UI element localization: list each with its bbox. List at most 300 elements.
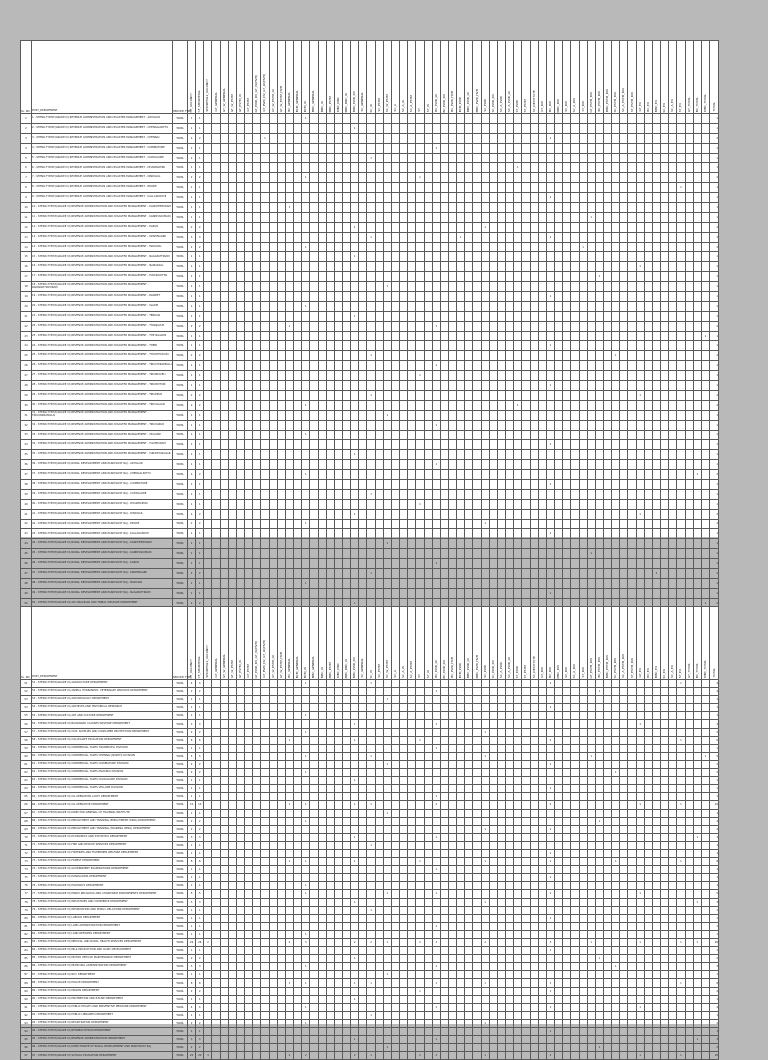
category-value-cell <box>236 410 244 420</box>
category-value-cell <box>571 539 579 549</box>
category-value-cell <box>522 568 530 578</box>
category-value-cell <box>245 499 253 509</box>
category-value-cell <box>253 712 261 720</box>
category-value-cell <box>318 688 326 696</box>
category-value-cell <box>555 744 563 752</box>
category-value-cell <box>644 578 652 588</box>
category-value-cell <box>261 252 269 262</box>
category-value-cell <box>603 410 611 420</box>
service-type-header: SERVICE TYPE <box>173 41 188 114</box>
category-value-cell <box>555 173 563 183</box>
category-value-cell <box>628 390 636 400</box>
category-value-cell <box>677 519 685 529</box>
category-value-cell <box>261 262 269 272</box>
category-value-cell <box>661 212 669 222</box>
table-row <box>21 114 719 124</box>
category-value-cell <box>603 361 611 371</box>
category-value-cell <box>514 499 522 509</box>
category-value-cell <box>514 752 522 760</box>
category-value-cell <box>400 752 408 760</box>
sl-no-cell: 13 <box>21 232 32 242</box>
category-value-cell <box>481 736 489 744</box>
category-value-cell <box>440 381 448 391</box>
category-value-cell <box>228 440 236 450</box>
category-column-header <box>342 607 350 680</box>
category-value-cell <box>416 400 424 410</box>
category-value-cell <box>612 752 620 760</box>
category-value-cell <box>220 292 228 302</box>
category-value-cell <box>563 292 571 302</box>
category-value-cell <box>245 222 253 232</box>
category-value-cell <box>522 173 530 183</box>
category-value-cell <box>661 262 669 272</box>
category-value-cell <box>661 272 669 282</box>
category-value-cell <box>612 183 620 193</box>
category-value-cell <box>497 410 505 420</box>
category-value-cell <box>677 809 685 817</box>
category-value-cell <box>457 728 465 736</box>
category-value-cell <box>506 809 514 817</box>
category-value-cell <box>449 720 457 728</box>
category-value-cell <box>701 688 709 696</box>
category-value-cell <box>212 183 220 193</box>
category-value-cell <box>473 450 481 460</box>
category-value-cell <box>424 825 432 833</box>
category-value-cell <box>228 292 236 302</box>
category-code-label: GT_PSTM <box>246 98 251 112</box>
category-value-cell <box>277 736 285 744</box>
category-value-cell <box>612 450 620 460</box>
category-value-cell <box>432 282 440 292</box>
category-value-cell <box>302 760 310 768</box>
category-value-cell <box>449 272 457 282</box>
category-value-cell <box>677 381 685 391</box>
category-value-cell <box>285 123 293 133</box>
category-value-cell <box>228 252 236 262</box>
category-value-cell <box>318 361 326 371</box>
category-value-cell <box>212 578 220 588</box>
category-value-cell <box>555 728 563 736</box>
category-value-cell <box>228 809 236 817</box>
category-value-cell <box>473 688 481 696</box>
category-value-cell <box>497 728 505 736</box>
category-value-cell <box>449 529 457 539</box>
category-value-cell <box>302 410 310 420</box>
category-column-header <box>432 607 440 680</box>
category-value-cell <box>685 460 693 470</box>
category-value-cell <box>424 371 432 381</box>
category-value-cell: 1 <box>546 133 554 143</box>
category-value-cell: 2 <box>196 568 204 578</box>
category-value-cell <box>269 381 277 391</box>
category-value-cell <box>685 539 693 549</box>
category-column-header <box>204 41 212 114</box>
category-value-cell <box>612 440 620 450</box>
category-value-cell <box>701 777 709 785</box>
category-value-cell <box>424 163 432 173</box>
category-value-cell <box>334 341 342 351</box>
category-value-cell <box>285 760 293 768</box>
category-value-cell <box>538 752 546 760</box>
category-value-cell <box>644 193 652 203</box>
category-value-cell <box>571 114 579 124</box>
category-value-cell <box>636 371 644 381</box>
category-value-cell <box>571 479 579 489</box>
category-value-cell <box>253 817 261 825</box>
category-value-cell <box>481 793 489 801</box>
category-value-cell <box>400 578 408 588</box>
category-value-cell <box>579 193 587 203</box>
category-value-cell <box>546 499 554 509</box>
category-value-cell <box>457 400 465 410</box>
category-value-cell <box>408 752 416 760</box>
category-value-cell <box>506 381 514 391</box>
post-department-cell: 22 - STENO-TYPIST(GRADE III) REVENUE ADMINISTRATION AND DISASTER MANAGEMENT - THANJAVUR <box>32 321 173 331</box>
total-cell: 1 <box>710 440 719 450</box>
category-value-cell <box>538 390 546 400</box>
category-value-cell <box>310 123 318 133</box>
category-value-cell <box>326 489 334 499</box>
category-value-cell <box>212 479 220 489</box>
category-value-cell <box>514 817 522 825</box>
category-value-cell <box>628 777 636 785</box>
category-value-cell <box>285 430 293 440</box>
category-value-cell <box>269 720 277 728</box>
total-cell: 2 <box>710 222 719 232</box>
category-code-label: BC_PWD_LV <box>433 94 438 112</box>
category-value-cell <box>236 578 244 588</box>
category-value-cell <box>587 242 595 252</box>
category-value-cell <box>612 744 620 752</box>
category-value-cell <box>579 499 587 509</box>
category-value-cell <box>579 341 587 351</box>
category-value-cell <box>302 351 310 361</box>
category-value-cell <box>212 752 220 760</box>
category-value-cell <box>367 282 375 292</box>
category-value-cell <box>334 292 342 302</box>
category-column-header <box>408 41 416 114</box>
post-department-cell: 12 - STENO-TYPIST(GRADE III) REVENUE ADMINISTRATION AND DISASTER MANAGEMENT - KARUR <box>32 222 173 232</box>
category-value-cell <box>253 809 261 817</box>
category-value-cell <box>538 203 546 213</box>
category-value-cell <box>367 410 375 420</box>
category-column-header <box>196 607 204 680</box>
category-value-cell: 1 <box>188 311 196 321</box>
category-value-cell <box>579 331 587 341</box>
service-type-cell: TAMIL <box>173 736 188 744</box>
category-value-cell <box>334 282 342 292</box>
table-row <box>21 539 719 549</box>
category-value-cell <box>285 817 293 825</box>
category-value-cell <box>269 203 277 213</box>
category-value-cell <box>391 193 399 203</box>
category-code-label: GT_PWD_DV_GT_W(HVH) <box>254 74 259 112</box>
category-value-cell <box>652 390 660 400</box>
category-value-cell <box>489 430 497 440</box>
category-value-cell <box>465 578 473 588</box>
category-value-cell <box>636 809 644 817</box>
category-value-cell: 1 <box>196 529 204 539</box>
category-value-cell <box>457 720 465 728</box>
category-value-cell <box>245 539 253 549</box>
category-value-cell <box>628 680 636 688</box>
category-value-cell <box>514 809 522 817</box>
category-value-cell <box>342 559 350 569</box>
category-value-cell <box>400 133 408 143</box>
category-value-cell <box>220 728 228 736</box>
category-value-cell <box>465 331 473 341</box>
category-value-cell <box>318 801 326 809</box>
category-value-cell <box>204 549 212 559</box>
category-value-cell <box>677 123 685 133</box>
category-value-cell <box>408 489 416 499</box>
category-value-cell <box>579 311 587 321</box>
post-department-cell: 27 - STENO-TYPIST(GRADE III) REVENUE ADMINISTRATION AND DISASTER MANAGEMENT - TIRUNELVELI <box>32 371 173 381</box>
category-value-cell <box>228 688 236 696</box>
category-value-cell <box>620 744 628 752</box>
category-value-cell <box>652 559 660 569</box>
category-value-cell <box>595 559 603 569</box>
category-value-cell <box>514 193 522 203</box>
category-value-cell <box>326 728 334 736</box>
category-value-cell <box>497 123 505 133</box>
category-value-cell <box>277 173 285 183</box>
category-value-cell <box>277 361 285 371</box>
category-value-cell <box>693 549 701 559</box>
category-value-cell <box>457 262 465 272</box>
category-value-cell <box>375 777 383 785</box>
post-department-cell: 62 - STENO-TYPIST(GRADE III) COMMERCIAL TAXES MADURAI DIVISION <box>32 769 173 777</box>
category-value-cell <box>294 450 302 460</box>
category-value-cell <box>457 361 465 371</box>
category-value-cell <box>261 173 269 183</box>
category-value-cell <box>310 559 318 569</box>
category-value-cell <box>677 163 685 173</box>
category-value-cell <box>481 470 489 480</box>
category-value-cell <box>359 680 367 688</box>
category-value-cell <box>636 252 644 262</box>
total-cell: 2 <box>710 598 719 608</box>
category-value-cell <box>269 688 277 696</box>
category-value-cell <box>481 420 489 430</box>
category-value-cell: 1 <box>188 163 196 173</box>
category-value-cell <box>269 400 277 410</box>
category-value-cell <box>212 331 220 341</box>
total-column-header <box>710 41 719 114</box>
category-value-cell <box>571 252 579 262</box>
category-code-label: CF_SHORTFALL <box>197 89 202 112</box>
category-value-cell <box>359 499 367 509</box>
category-value-cell <box>685 420 693 430</box>
category-value-cell <box>212 704 220 712</box>
category-value-cell <box>595 371 603 381</box>
category-value-cell <box>514 232 522 242</box>
category-value-cell <box>465 470 473 480</box>
category-value-cell <box>506 203 514 213</box>
category-value-cell <box>603 114 611 124</box>
category-value-cell <box>334 559 342 569</box>
category-value-cell <box>310 688 318 696</box>
category-value-cell <box>669 123 677 133</box>
category-value-cell <box>669 760 677 768</box>
category-value-cell <box>253 499 261 509</box>
category-column-header <box>351 41 359 114</box>
category-value-cell: 1 <box>188 153 196 163</box>
category-value-cell <box>432 489 440 499</box>
category-value-cell <box>253 183 261 193</box>
category-value-cell <box>563 801 571 809</box>
category-column-header <box>636 41 644 114</box>
category-value-cell <box>400 232 408 242</box>
category-value-cell <box>538 450 546 460</box>
category-value-cell <box>204 272 212 282</box>
category-value-cell <box>440 801 448 809</box>
category-value-cell: 1 <box>302 680 310 688</box>
category-value-cell <box>400 321 408 331</box>
category-value-cell <box>449 153 457 163</box>
category-value-cell <box>457 529 465 539</box>
table-row <box>21 341 719 351</box>
category-value-cell <box>530 744 538 752</box>
category-value-cell: 2 <box>196 825 204 833</box>
category-value-cell <box>432 549 440 559</box>
category-value-cell <box>236 728 244 736</box>
category-value-cell <box>669 793 677 801</box>
category-column-header <box>506 41 514 114</box>
category-value-cell <box>701 133 709 143</box>
category-value-cell <box>391 262 399 272</box>
category-value-cell <box>326 242 334 252</box>
category-value-cell <box>228 519 236 529</box>
category-value-cell <box>644 696 652 704</box>
category-value-cell <box>555 390 563 400</box>
total-cell: 2 <box>710 769 719 777</box>
category-code-label: SC_W_PSTM <box>384 659 389 678</box>
category-value-cell <box>489 153 497 163</box>
category-column-header <box>359 607 367 680</box>
category-value-cell <box>481 704 489 712</box>
category-value-cell <box>220 321 228 331</box>
category-value-cell <box>285 696 293 704</box>
category-value-cell <box>514 539 522 549</box>
category-value-cell <box>677 292 685 302</box>
category-value-cell <box>701 242 709 252</box>
category-value-cell <box>294 410 302 420</box>
category-value-cell <box>603 232 611 242</box>
category-value-cell <box>538 769 546 777</box>
category-value-cell <box>228 114 236 124</box>
category-value-cell <box>538 351 546 361</box>
category-value-cell <box>383 549 391 559</box>
category-value-cell <box>465 390 473 400</box>
category-value-cell <box>277 519 285 529</box>
category-value-cell <box>277 809 285 817</box>
category-code-label: SC_A_PWD_LV <box>507 90 512 112</box>
category-value-cell <box>302 292 310 302</box>
category-value-cell: 1 <box>188 696 196 704</box>
category-value-cell <box>555 760 563 768</box>
category-value-cell <box>424 410 432 420</box>
category-value-cell <box>603 460 611 470</box>
category-value-cell <box>440 825 448 833</box>
category-value-cell <box>546 460 554 470</box>
category-value-cell <box>253 252 261 262</box>
category-value-cell <box>571 680 579 688</box>
category-value-cell <box>701 153 709 163</box>
category-value-cell <box>497 163 505 173</box>
category-value-cell <box>261 470 269 480</box>
category-value-cell <box>236 361 244 371</box>
category-value-cell <box>579 809 587 817</box>
category-value-cell <box>326 153 334 163</box>
category-value-cell <box>506 183 514 193</box>
category-value-cell <box>391 559 399 569</box>
category-value-cell <box>685 440 693 450</box>
category-value-cell: 1 <box>587 212 595 222</box>
category-value-cell <box>253 696 261 704</box>
category-value-cell <box>693 272 701 282</box>
category-value-cell <box>636 410 644 420</box>
category-value-cell <box>212 470 220 480</box>
category-value-cell <box>497 752 505 760</box>
category-value-cell <box>294 282 302 292</box>
category-code-label: BC_PWD_DV <box>441 93 446 112</box>
category-value-cell <box>595 163 603 173</box>
category-value-cell <box>294 301 302 311</box>
category-value-cell <box>571 331 579 341</box>
category-column-header <box>334 41 342 114</box>
category-value-cell <box>538 680 546 688</box>
category-value-cell <box>245 825 253 833</box>
table-row <box>21 559 719 569</box>
category-value-cell <box>440 588 448 598</box>
category-value-cell <box>261 311 269 321</box>
category-value-cell <box>587 203 595 213</box>
category-value-cell <box>489 390 497 400</box>
category-value-cell <box>220 341 228 351</box>
category-value-cell <box>465 173 473 183</box>
category-value-cell <box>351 460 359 470</box>
category-value-cell <box>440 450 448 460</box>
category-value-cell <box>530 769 538 777</box>
total-cell: 1 <box>710 499 719 509</box>
category-value-cell <box>669 440 677 450</box>
category-value-cell <box>334 777 342 785</box>
category-value-cell <box>693 410 701 420</box>
category-value-cell: 1 <box>302 519 310 529</box>
category-value-cell <box>555 133 563 143</box>
post-department-cell: 2 - STENO-TYPIST(GRADE III) REVENUE ADMINISTRATION AND DISASTER MANAGEMENT - CHENGALPATTU <box>32 123 173 133</box>
category-column-header <box>400 607 408 680</box>
category-value-cell <box>318 262 326 272</box>
category-value-cell <box>245 450 253 460</box>
category-value-cell <box>416 752 424 760</box>
category-code-label: GT_DW <box>539 101 544 112</box>
category-value-cell <box>636 752 644 760</box>
category-value-cell <box>669 549 677 559</box>
category-value-cell <box>334 272 342 282</box>
category-value-cell: 1 <box>367 568 375 578</box>
category-value-cell <box>326 173 334 183</box>
category-value-cell <box>457 817 465 825</box>
category-value-cell <box>351 760 359 768</box>
category-value-cell <box>579 361 587 371</box>
category-value-cell <box>506 744 514 752</box>
category-value-cell <box>236 559 244 569</box>
category-value-cell <box>571 578 579 588</box>
category-value-cell <box>497 252 505 262</box>
category-value-cell <box>391 390 399 400</box>
